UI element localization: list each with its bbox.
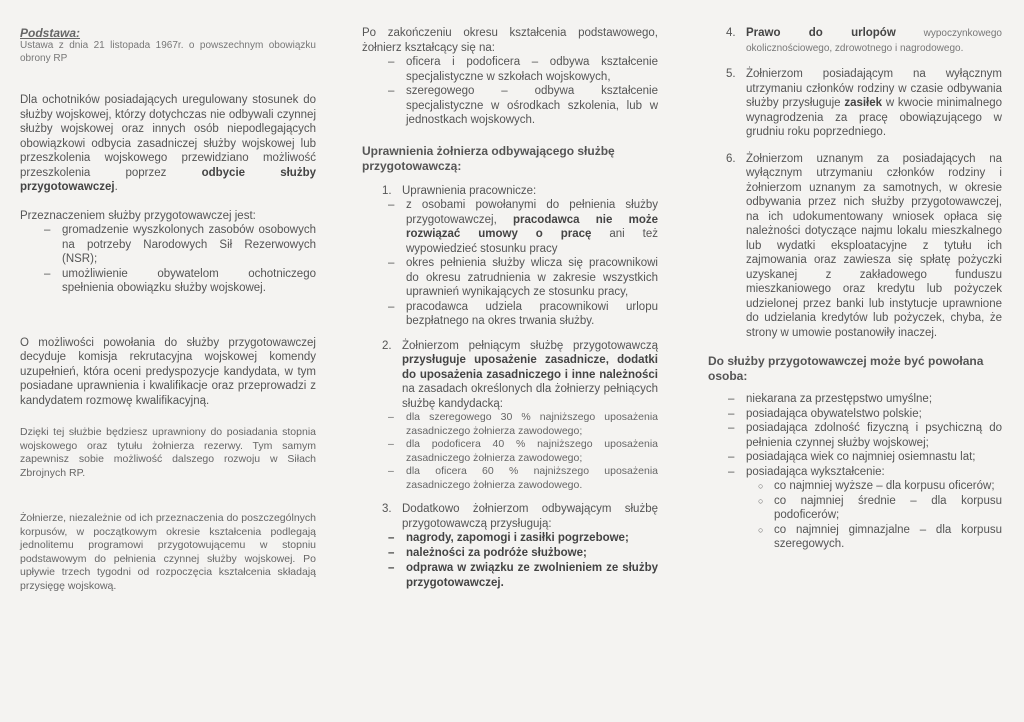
list-item-text: posiadająca wykształcenie: — [746, 465, 885, 478]
list-item: – odprawa w związku ze zwolnieniem ze służby przygotowawczej. — [384, 561, 658, 591]
rights-item-6-text: Żołnierzom uznanym za posiadających na wyłącznym utrzymaniu członków rodziny i żołnierzom uznanym za samotnych, w okresie odbywania przez nich służby przygotowawczej, na ich udokumentowany wniosek opłaca się należności dotyczące najmu lokalu mieszkalnego lub wydatki eksploatacyjne z tytułu ich zajmowania oraz zawiesza się spłatę pożyczki uzyskanej z zakładowego funduszu mieszkaniowego oraz kredytu lub pożyczek udzielonej przez banki lub instytucje uprawnione do udzielania kredytów lub pożyczek, chyba, że strony w umowie postanowiły inaczej. — [746, 152, 1002, 339]
rights-heading: Uprawnienia żołnierza odbywającego służbę przygotowawczą: — [362, 143, 615, 173]
rights-item-5-bold: zasiłek — [844, 97, 883, 109]
item-number: 3. — [382, 503, 392, 515]
rights-item-3 — [380, 502, 658, 591]
list-item: ○ co najmniej wyższe – dla korpusu oficerów; — [756, 479, 1002, 494]
column-right — [708, 26, 1003, 552]
item-number: 6. — [726, 152, 736, 165]
column-left — [20, 26, 316, 593]
list-item — [724, 465, 1002, 552]
rights-item-2 — [380, 339, 658, 493]
eligibility-list — [724, 392, 1002, 552]
list-item-bold: pracodawca nie może rozwiązać umowy o pracę — [406, 213, 658, 240]
rights-item-5-text-end: w kwocie minimalnego wynagrodzenia za pracę obowiązującego w grudniu roku poprzedniego. — [746, 97, 1003, 138]
list-item: – szeregowego – odbywa kształcenie specjalistyczne w ośrodkach szkolenia, lub w jednostkach wojskowych. — [384, 84, 658, 128]
paragraph-commission: O możliwości powołania do służby przygotowawczej decyduje komisja rekrutacyjna wojskowej komendy uzupełnień, która oceni predyspozycje kandydata, w tym posiadane uprawnienia i kwalifikacje oraz przeprowadzi z kandydatem rozmowę kwalifikacyjną. — [20, 336, 316, 407]
list-item: – umożliwienie obywatelom ochotniczego spełnienia obowiązku służby wojskowej. — [40, 267, 316, 296]
rights-item-2-text: Żołnierzom pełniącym służbę przygotowawczą — [402, 339, 658, 352]
list-item — [384, 198, 658, 256]
salary-list — [384, 411, 658, 492]
paragraph-volunteers-bold: odbycie służby przygotowawczej — [20, 166, 316, 193]
list-item: – oficera i podoficera – odbywa kształcenie specjalistyczne w szkołach wojskowych, — [384, 55, 658, 84]
item-number: 2. — [382, 339, 392, 352]
list-item: – okres pełnienia służby wlicza się pracownikowi do okresu zatrudnienia w zakresie wszystkich uprawnień wynikających ze stosunku pracy, — [384, 256, 658, 300]
basis-text: Ustawa z dnia 21 listopada 1967r. o powszechnym obowiązku obrony RP — [20, 40, 316, 64]
extra-benefits-list — [384, 531, 658, 591]
purpose-list — [20, 223, 316, 296]
list-item: – posiadająca zdolność fizyczną i psychiczną do pełnienia czynnej służby wojskowej; — [724, 421, 1002, 450]
eligibility-heading: Do służby przygotowawczej może być powołana osoba: — [708, 354, 984, 383]
rights-item-5 — [724, 67, 1002, 140]
list-item: – nagrody, zapomogi i zasiłki pogrzebowe; — [384, 531, 658, 546]
list-item-text: z osobami powołanymi do pełnienia służby przygotowawczej, — [406, 199, 658, 226]
item-number: 1. — [382, 184, 392, 197]
paragraph-after-training: Po zakończeniu okresu kształcenia podstawowego, żołnierz kształcący się na: — [362, 27, 658, 54]
paragraph-training: Żołnierze, niezależnie od ich przeznaczenia do poszczególnych korpusów, w początkowym okresie kształcenia podlegają jednolitemu programowi przygotowującemu w stopniu podstawowym do pełnienia czynnej służby wojskowej. Po upływie trzech tygodni od rozpoczęcia kształcenia składają przysięgę wojskową. — [20, 512, 316, 592]
rights-item-4-text: wypoczynkowego okolicznościowego, zdrowotnego i nagrodowego. — [746, 28, 1002, 54]
list-item: – gromadzenie wyszkolonych zasobów osobowych na potrzeby Narodowych Sił Rezerwowych (NSR); — [40, 223, 316, 267]
rights-item-6 — [724, 152, 1002, 341]
list-item: ○ co najmniej gimnazjalne – dla korpusu szeregowych. — [756, 523, 1002, 552]
list-item: – dla szeregowego 30 % najniższego uposażenia zasadniczego żołnierza zawodowego; — [384, 411, 658, 438]
education-list — [756, 479, 1002, 552]
list-item: – posiadająca wiek co najmniej osiemnastu lat; — [724, 450, 1002, 465]
rights-item-3-text: Dodatkowo żołnierzom odbywającym służbę przygotowawczą przysługują: — [402, 503, 658, 530]
rights-item-4-bold: Prawo do urlopów — [746, 27, 896, 39]
paragraph-volunteers — [20, 93, 316, 195]
list-item: – posiadająca obywatelstwo polskie; — [724, 407, 1002, 422]
list-item: – niekarana za przestępstwo umyślne; — [724, 392, 1002, 407]
rights-item-2-bold: przysługuje uposażenie zasadnicze, dodatki do uposażenia zasadniczego i inne należności — [402, 354, 658, 381]
list-item: ○ co najmniej średnie – dla korpusu podoficerów; — [756, 494, 1002, 523]
purpose-intro: Przeznaczeniem służby przygotowawczej jest: — [20, 209, 256, 222]
rights-item-4 — [724, 26, 1002, 55]
basis-label: Podstawa: — [20, 26, 81, 40]
column-middle — [362, 26, 658, 591]
paragraph-volunteers-text: Dla ochotników posiadających uregulowany stosunek do służby wojskowej, którzy dotychczas nie odbywali czynnej służby wojskowej oraz innych osób niepodlegających obowiązkowi odbycia zasadniczej służby wojskowej lub przeszkolenia wojskowego przewidziano możliwość przeszkolenia poprzez — [20, 94, 316, 179]
item-number: 5. — [726, 68, 736, 80]
rights-item-2-text-end: na zasadach określonych dla żołnierzy pełniących służbę kandydacką: — [402, 383, 658, 410]
list-item: – pracodawca udziela pracownikowi urlopu bezpłatnego na okres trwania służby. — [384, 300, 658, 329]
training-list — [362, 55, 658, 128]
list-item-text: ani też wypowiedzieć stosunku pracy — [406, 228, 658, 255]
employee-rights-list — [384, 198, 658, 329]
rights-item-1-title: Uprawnienia pracownicze: — [402, 184, 537, 197]
paragraph-volunteers-end: . — [114, 181, 118, 193]
list-item: – dla podoficera 40 % najniższego uposażenia zasadniczego żołnierza zawodowego; — [384, 438, 658, 465]
item-number: 4. — [726, 27, 736, 39]
rights-item-1 — [380, 184, 658, 329]
list-item: – dla oficera 60 % najniższego uposażenia zasadniczego żołnierza zawodowego. — [384, 465, 658, 492]
rights-item-5-text: Żołnierzom posiadającym na wyłącznym utrzymaniu członków rodziny w czasie odbywania służby przysługuje — [746, 68, 1002, 109]
paragraph-benefits: Dzięki tej służbie będziesz uprawniony do posiadania stopnia wojskowego oraz tytułu żołnierza rezerwy. Tym samym zapewnisz sobie możliwość dalszego rozwoju w Siłach Zbrojnych RP. — [20, 426, 316, 479]
list-item: – należności za podróże służbowe; — [384, 546, 658, 561]
